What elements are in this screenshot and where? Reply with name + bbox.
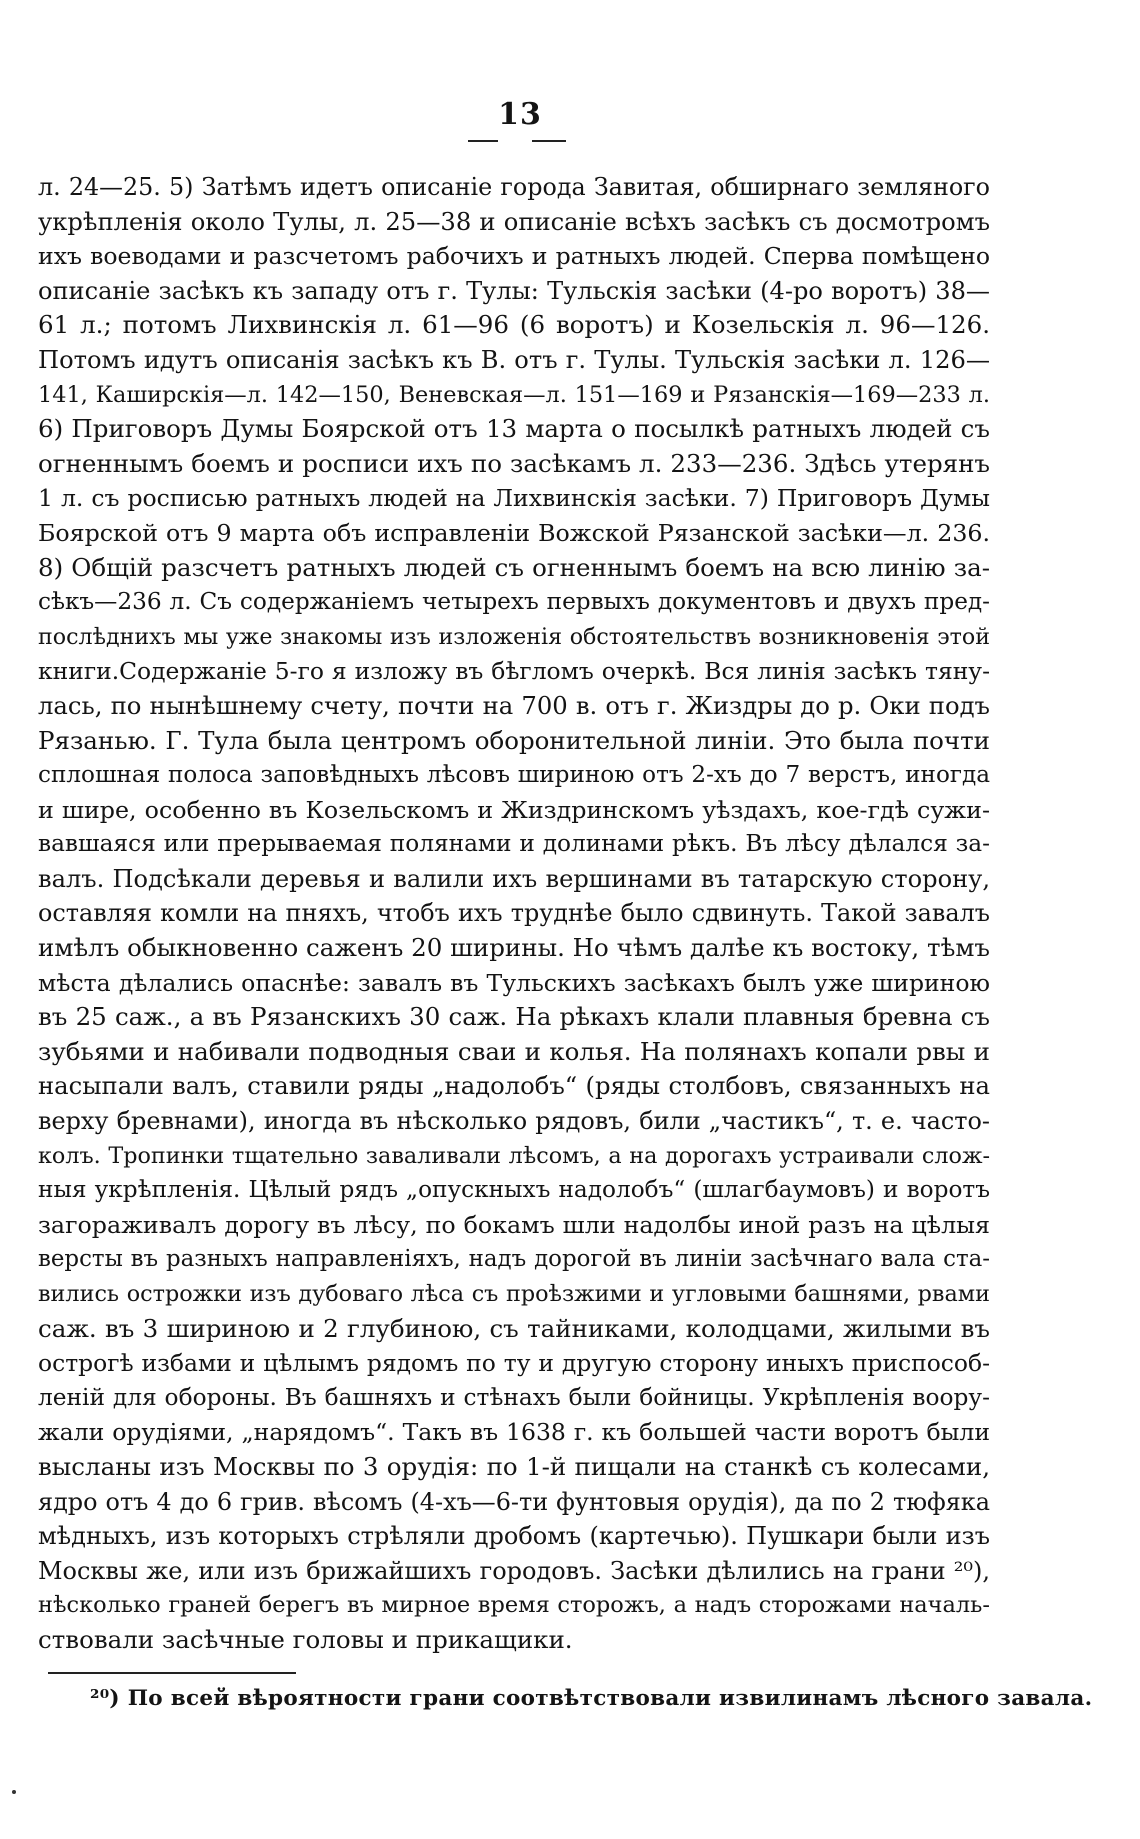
text-line: лась, по нынѣшнему счету, почти на 700 в. отъ г. Жиздры до р. Оки подъ [38, 690, 990, 720]
footnote [90, 1684, 1092, 1714]
text-line: ствовали засѣчные головы и прикащики. [38, 1624, 573, 1654]
text-line: острогѣ избами и цѣлымъ рядомъ по ту и другую сторону иныхъ приспособ- [38, 1349, 990, 1378]
stray-mark [12, 1790, 16, 1794]
text-line: 61 л.; потомъ Лихвинскія л. 61—96 (6 воротъ) и Козельскія л. 96—126. [38, 310, 990, 340]
text-line: сплошная полоса заповѣдныхъ лѣсовъ шириною отъ 2-хъ до 7 верстъ, иногда [38, 762, 990, 789]
text-line: мѣста дѣлались опаснѣе: завалъ въ Тульскихъ засѣкахъ былъ уже шириною [38, 968, 990, 997]
text-line: высланы изъ Москвы по 3 орудія: по 1-й пищали на станкѣ съ колесами, [38, 1451, 990, 1481]
text-line: сѣкъ—236 л. Съ содержаніемъ четырехъ первыхъ документовъ и двухъ пред- [38, 588, 990, 616]
text-line: загораживалъ дорогу въ лѣсу, по бокамъ шли надолбы иной разъ на цѣлыя [38, 1210, 990, 1239]
text-line: ядро отъ 4 до 6 грив. вѣсомъ (4-хъ—6-ти фунтовыя орудія), да по 2 тюфяка [38, 1487, 990, 1516]
text-line: колъ. Тропинки тщательно заваливали лѣсомъ, а на дорогахъ устраивали слож- [38, 1142, 990, 1169]
text-line: 8) Общій разсчетъ ратныхъ людей съ огненнымъ боемъ на всю линію за- [38, 552, 990, 582]
text-line: версты въ разныхъ направленіяхъ, надъ дорогой въ линіи засѣчнаго вала ста- [38, 1246, 990, 1273]
footnote-marker: ²⁰) [90, 1686, 120, 1711]
text-line: 141, Каширскія—л. 142—150, Веневская—л. 151—169 и Рязанскія—169—233 л. [38, 381, 990, 408]
text-line: л. 24—25. 5) Затѣмъ идетъ описаніе города Завитая, обширнаго земляного [38, 173, 990, 201]
text-line: ныя укрѣпленія. Цѣлый рядъ „опускныхъ надолобъ“ (шлагбаумовъ) и воротъ [38, 1176, 990, 1204]
text-line: ихъ воеводами и разсчетомъ рабочихъ и ратныхъ людей. Сперва помѣщено [38, 242, 990, 271]
text-line: жали орудіями, „нарядомъ“. Такъ въ 1638 г. къ большей части воротъ были [38, 1418, 990, 1447]
text-line: 1 л. съ росписью ратныхъ людей на Лихвинскія засѣки. 7) Приговоръ Думы [38, 484, 990, 513]
text-line: Боярской отъ 9 марта объ исправленіи Вожской Рязанской засѣки—л. 236. [38, 518, 990, 547]
text-line: нѣсколько граней берегъ въ мирное время сторожъ, а надъ сторожами началь- [38, 1592, 990, 1619]
text-line: валъ. Подсѣкали деревья и валили ихъ вершинами въ татарскую сторону, [38, 864, 990, 893]
page-number: 13 [498, 97, 542, 132]
text-line: Москвы же, или изъ брижайшихъ городовъ. Засѣки дѣлились на грани ²⁰), [38, 1556, 990, 1585]
text-line: саж. въ 3 шириною и 2 глубиною, съ тайниками, колодцами, жилыми въ [38, 1313, 990, 1343]
text-line: описаніе засѣкъ къ западу отъ г. Тулы: Тульскія засѣки (4-ро воротъ) 38— [38, 276, 990, 305]
text-line: Рязанью. Г. Тула была центромъ оборонительной линіи. Это была почти [38, 725, 990, 755]
text-line: вились острожки изъ дубоваго лѣса съ проѣзжими и угловыми башнями, рвами [38, 1281, 990, 1307]
text-line: имѣлъ обыкновенно саженъ 20 ширины. Но чѣмъ далѣе къ востоку, тѣмъ [38, 933, 990, 963]
text-line: оставляя комли на пняхъ, чтобъ ихъ труднѣе было сдвинуть. Такой завалъ [38, 899, 990, 928]
page-number-rule-left [468, 140, 498, 142]
text-line: послѣднихъ мы уже знакомы изъ изложенія обстоятельствъ возникновенія этой [38, 623, 990, 650]
footnote-separator [48, 1672, 296, 1674]
text-line: вавшаяся или прерываемая полянами и долинами рѣкъ. Въ лѣсу дѣлался за- [38, 830, 990, 858]
text-line: и шире, особенно въ Козельскомъ и Жиздринскомъ уѣздахъ, кое-гдѣ сужи- [38, 795, 990, 824]
text-line: огненнымъ боемъ и росписи ихъ по засѣкамъ л. 233—236. Здѣсь утерянъ [38, 448, 990, 478]
page-number-rule-right [532, 140, 566, 142]
text-line: въ 25 саж., а въ Рязанскихъ 30 саж. На рѣкахъ клали плавныя бревна съ [38, 1002, 990, 1032]
text-line: насыпали валъ, ставили ряды „надолобъ“ (ряды столбовъ, связанныхъ на [38, 1071, 990, 1101]
text-line: книги.Содержаніе 5-го я изложу въ бѣгломъ очеркѣ. Вся линія засѣкъ тяну- [38, 657, 990, 686]
text-line: укрѣпленія около Тулы, л. 25—38 и описаніе всѣхъ засѣкъ съ досмотромъ [38, 207, 990, 236]
text-line: 6) Приговоръ Думы Боярской отъ 13 марта о посылкѣ ратныхъ людей съ [38, 414, 990, 444]
text-line: леній для обороны. Въ башняхъ и стѣнахъ были бойницы. Укрѣпленія воору- [38, 1383, 990, 1411]
text-line: Потомъ идутъ описанія засѣкъ къ В. отъ г. Тулы. Тульскія засѣки л. 126— [38, 345, 990, 374]
text-line: мѣдныхъ, изъ которыхъ стрѣляли дробомъ (картечью). Пушкари были изъ [38, 1522, 990, 1551]
text-line: зубьями и набивали подводныя сваи и колья. На полянахъ копали рвы и [38, 1036, 990, 1066]
body-text [38, 170, 990, 1658]
footnote-text: По всей вѣроятности грани соотвѣтствовали извилинамъ лѣсного завала. [127, 1686, 1093, 1711]
text-line: верху бревнами), иногда въ нѣсколько рядовъ, били „частикъ“, т. е. часто- [38, 1107, 990, 1136]
